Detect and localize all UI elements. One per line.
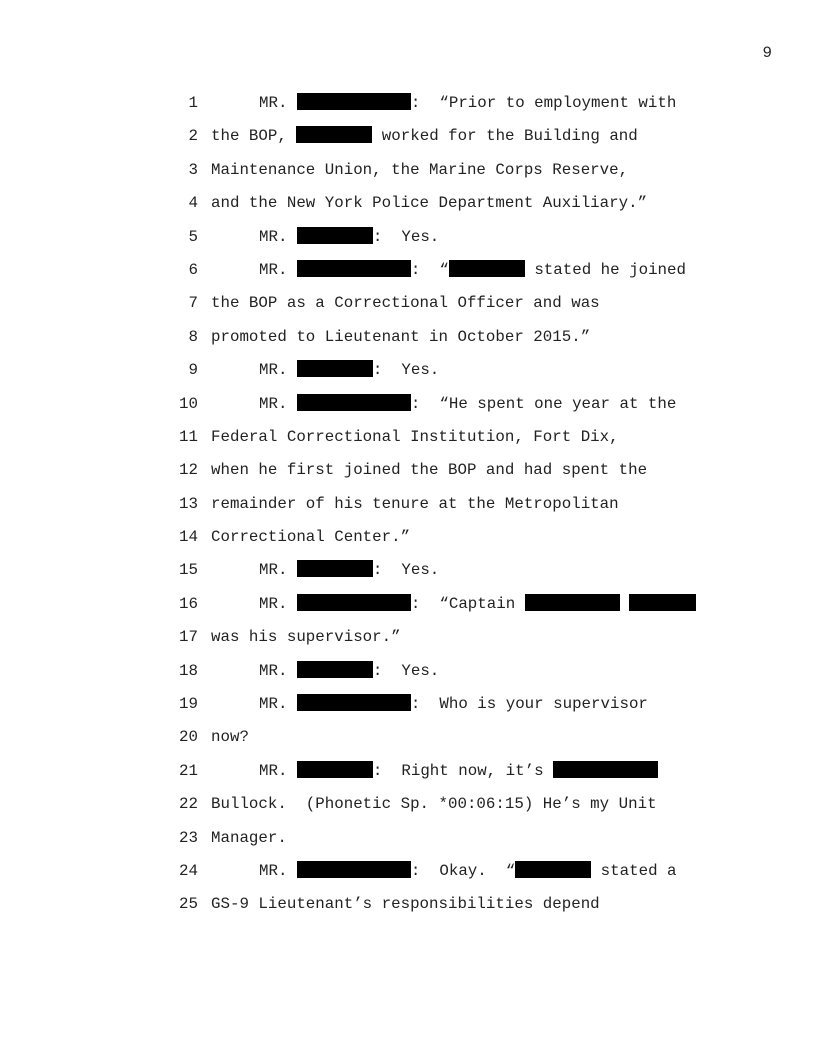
transcript-line (0, 154, 816, 187)
page-number: 9 (762, 44, 772, 62)
redaction-block (553, 761, 658, 778)
text-segment: : Who is your supervisor (410, 695, 648, 714)
line-number: 21 (179, 761, 198, 780)
text-segment: : Yes. (372, 661, 440, 680)
line-number: 15 (179, 561, 198, 580)
transcript-line (0, 221, 816, 254)
text-segment: : Yes. (372, 561, 440, 580)
redaction-block (525, 594, 620, 611)
line-number: 11 (179, 427, 198, 446)
line-number: 25 (179, 895, 198, 914)
transcript-line (0, 755, 816, 788)
text-segment: remainder of his tenure at the Metropolitan (211, 494, 619, 513)
line-text (211, 888, 600, 921)
redaction-block (297, 227, 373, 244)
line-number: 18 (179, 661, 198, 680)
line-number: 14 (179, 528, 198, 547)
redaction-block (449, 260, 525, 277)
line-text (211, 488, 619, 521)
text-segment: : “ (410, 260, 449, 279)
line-text (211, 721, 249, 754)
line-text (211, 822, 287, 855)
text-segment: Bullock. (Phonetic Sp. *00:06:15) He’s my Unit (211, 795, 657, 814)
redaction-block (297, 260, 411, 277)
redaction-block (629, 594, 696, 611)
text-segment: Maintenance Union, the Marine Corps Reserve, (211, 160, 629, 179)
line-text (259, 354, 439, 387)
transcript-line (0, 554, 816, 587)
line-number: 9 (188, 361, 198, 380)
line-text (211, 621, 401, 654)
text-segment: stated a (591, 861, 677, 880)
text-segment: promoted to Lieutenant in October 2015.” (211, 327, 591, 346)
line-number: 8 (188, 327, 198, 346)
line-text (211, 421, 619, 454)
text-segment: MR. (259, 260, 297, 279)
transcript-line (0, 187, 816, 220)
transcript-body (0, 87, 816, 922)
text-segment: GS-9 Lieutenant’s responsibilities depend (211, 895, 600, 914)
line-text (259, 855, 677, 888)
text-segment (620, 595, 629, 613)
text-segment: : “Captain (410, 594, 525, 613)
text-segment: : Right now, it’s (372, 761, 554, 780)
redaction-block (297, 861, 411, 878)
transcript-line (0, 120, 816, 153)
text-segment: MR. (259, 561, 297, 580)
line-number: 22 (179, 795, 198, 814)
text-segment: MR. (259, 394, 297, 413)
text-segment: and the New York Police Department Auxiliary.” (211, 194, 648, 213)
transcript-line (0, 454, 816, 487)
line-text (259, 655, 439, 688)
redaction-block (297, 661, 373, 678)
transcript-line (0, 655, 816, 688)
text-segment: : Yes. (372, 361, 440, 380)
line-number: 20 (179, 728, 198, 747)
redaction-block (297, 360, 373, 377)
text-segment: MR. (259, 227, 297, 246)
line-number: 6 (188, 260, 198, 279)
line-text (259, 588, 696, 621)
text-segment: now? (211, 728, 249, 747)
line-text (259, 755, 658, 788)
text-segment: was his supervisor.” (211, 628, 401, 647)
text-segment: the BOP as a Correctional Officer and was (211, 294, 600, 313)
line-text (211, 521, 410, 554)
line-number: 19 (179, 695, 198, 714)
line-text (259, 221, 439, 254)
line-number: 24 (179, 861, 198, 880)
transcript-line (0, 521, 816, 554)
redaction-block (297, 694, 411, 711)
transcript-line (0, 254, 816, 287)
text-segment: when he first joined the BOP and had spent the (211, 461, 648, 480)
line-number: 5 (188, 227, 198, 246)
transcript-line (0, 87, 816, 120)
text-segment: MR. (259, 594, 297, 613)
transcript-line (0, 621, 816, 654)
line-number: 23 (179, 828, 198, 847)
line-number: 13 (179, 494, 198, 513)
redaction-block (296, 126, 372, 143)
line-number: 16 (179, 594, 198, 613)
transcript-line (0, 321, 816, 354)
text-segment: : “He spent one year at the (410, 394, 677, 413)
transcript-line (0, 721, 816, 754)
line-text (211, 120, 638, 153)
text-segment: the BOP, (211, 127, 297, 146)
line-number: 1 (188, 94, 198, 112)
transcript-line (0, 421, 816, 454)
transcript-line (0, 688, 816, 721)
line-text (211, 287, 600, 320)
line-number: 17 (179, 628, 198, 647)
line-number: 4 (188, 194, 198, 213)
redaction-block (297, 594, 411, 611)
redaction-block (297, 394, 411, 411)
text-segment: stated he joined (524, 260, 686, 279)
text-segment: MR. (259, 861, 297, 880)
line-text (211, 321, 590, 354)
redaction-block (515, 861, 591, 878)
text-segment: MR. (259, 94, 297, 112)
text-segment: : Okay. “ (410, 861, 516, 880)
redaction-block (297, 93, 411, 110)
line-number: 2 (188, 127, 198, 146)
transcript-line (0, 388, 816, 421)
line-text (259, 554, 439, 587)
line-number: 7 (188, 294, 198, 313)
transcript-line (0, 788, 816, 821)
transcript-line (0, 855, 816, 888)
redaction-block (297, 761, 373, 778)
line-text (259, 254, 686, 287)
text-segment: Manager. (211, 828, 287, 847)
line-text (211, 454, 647, 487)
line-text (211, 154, 628, 187)
line-text (259, 388, 676, 421)
line-number: 3 (188, 160, 198, 179)
transcript-line (0, 822, 816, 855)
transcript-line (0, 588, 816, 621)
text-segment: MR. (259, 661, 297, 680)
line-text (259, 87, 676, 120)
line-number: 10 (179, 394, 198, 413)
line-text (211, 788, 657, 821)
transcript-line (0, 888, 816, 921)
text-segment: Correctional Center.” (211, 528, 411, 547)
text-segment: MR. (259, 761, 297, 780)
text-segment: MR. (259, 361, 297, 380)
text-segment: Federal Correctional Institution, Fort Dix, (211, 427, 619, 446)
line-text (211, 187, 647, 220)
line-text (259, 688, 648, 721)
text-segment: MR. (259, 695, 297, 714)
transcript-line (0, 287, 816, 320)
text-segment: worked for the Building and (372, 127, 638, 146)
line-number: 12 (179, 461, 198, 480)
text-segment: : “Prior to employment with (410, 94, 677, 112)
transcript-line (0, 354, 816, 387)
transcript-line (0, 488, 816, 521)
text-segment: : Yes. (372, 227, 440, 246)
redaction-block (297, 560, 373, 577)
